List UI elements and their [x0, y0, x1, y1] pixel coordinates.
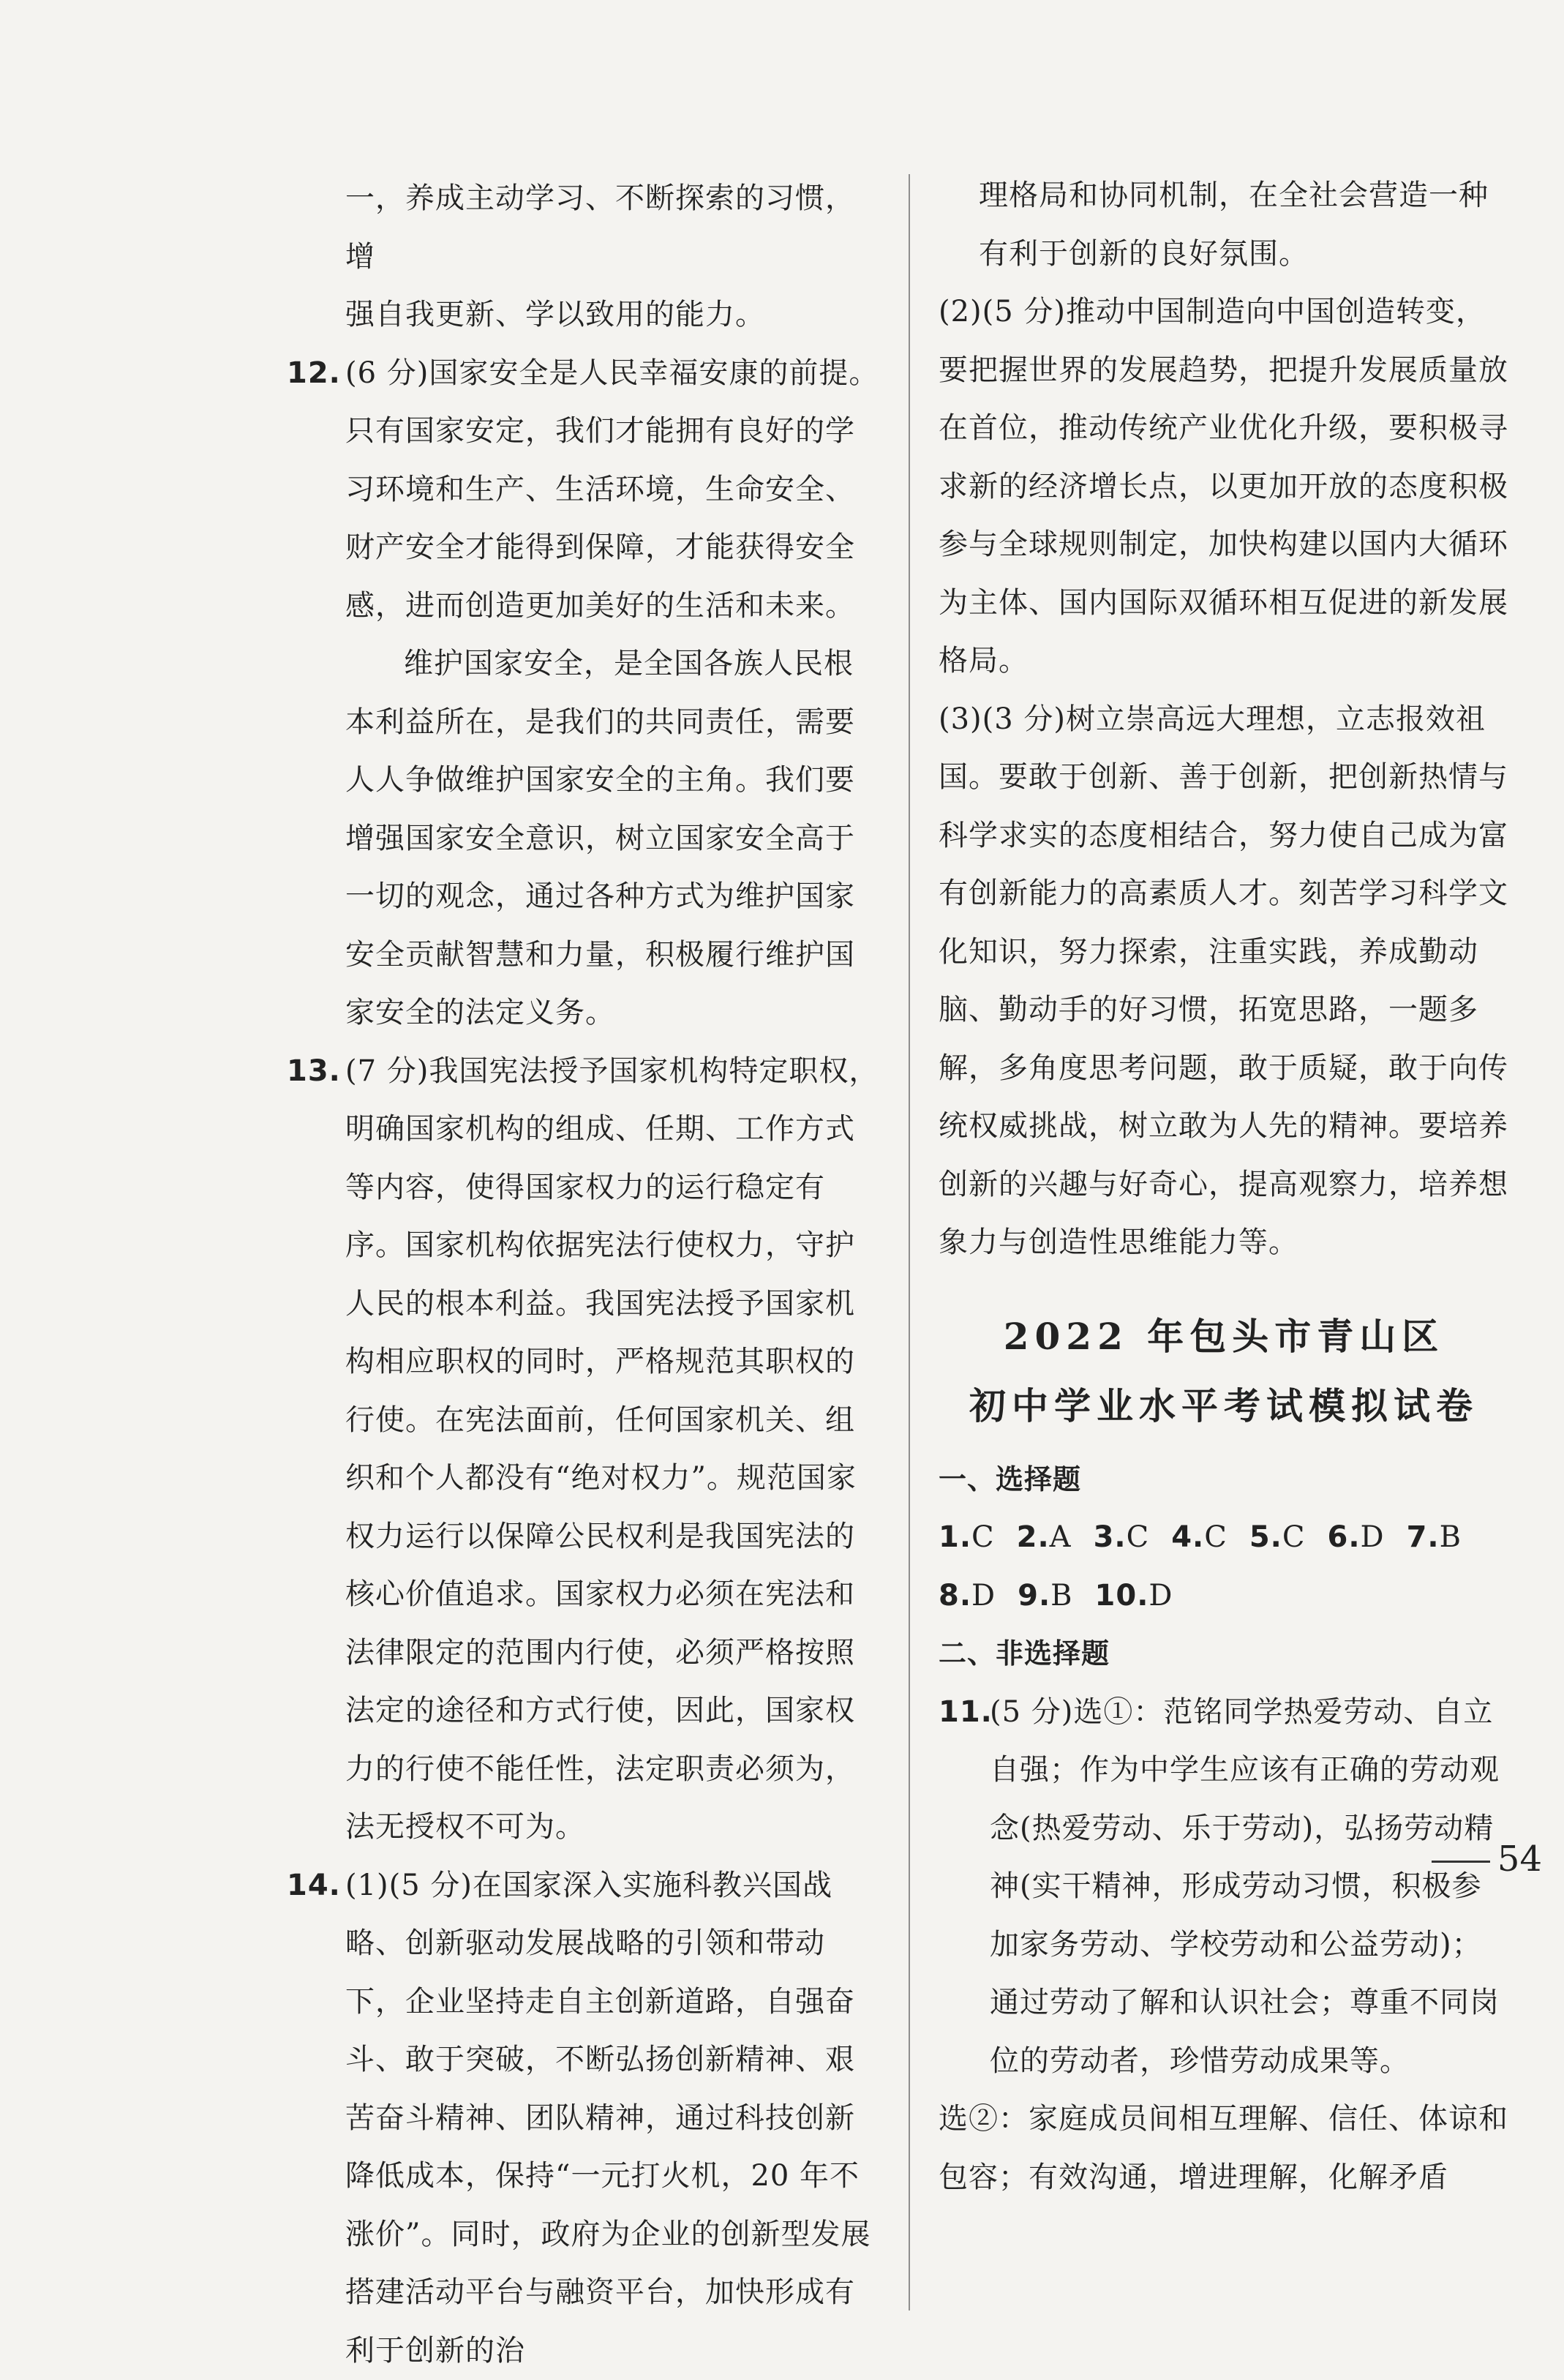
choice-answer-number: 2.	[1017, 1520, 1050, 1554]
choice-answer-number: 8.	[939, 1579, 971, 1613]
column-divider	[909, 174, 910, 2310]
choice-answer-value: D	[1148, 1579, 1173, 1613]
choice-answer-value: C	[971, 1520, 995, 1554]
choice-answer-number: 5.	[1249, 1520, 1282, 1554]
choice-answer-value: C	[1127, 1520, 1150, 1554]
section-heading-choice: 一、选择题	[939, 1451, 1509, 1509]
choice-answer-value: B	[1440, 1520, 1462, 1554]
choice-answer-item	[1249, 1520, 1306, 1554]
question-number: 11.	[939, 1683, 993, 1742]
choice-answer-item	[939, 1520, 995, 1554]
left-column	[287, 170, 879, 2380]
page-number: 54	[1432, 1839, 1542, 1880]
answer-paragraph: 维护国家安全，是全国各族人民根本利益所在，是我们的共同责任，需要人人争做维护国家安全的主角。我们要增强国家安全意识，树立国家安全高于一切的观念，通过各种方式为维护国家安全贡献智慧和力量，积极履行维护国家安全的法定义务。	[345, 635, 879, 1043]
choice-answer-item	[1407, 1520, 1462, 1554]
question-number: 12.	[287, 345, 341, 403]
answer-paragraph: (5 分)选①：范铭同学热爱劳动、自立自强；作为中学生应该有正确的劳动观念(热爱劳动、乐于劳动)，弘扬劳动精神(实干精神，形成劳动习惯，积极参加家务劳动、学校劳动和公益劳动)；通过劳动了解和认识社会；尊重不同岗位的劳动者，珍惜劳动成果等。	[990, 1683, 1509, 2091]
choice-answer-item	[939, 1579, 996, 1613]
choice-answer-value: B	[1050, 1579, 1072, 1613]
exam-title	[939, 1302, 1509, 1441]
choice-answer-item	[1094, 1520, 1150, 1554]
choice-answer-value: C	[1282, 1520, 1306, 1554]
section-heading-nonchoice: 二、非选择题	[939, 1625, 1509, 1683]
choice-answer-item	[1017, 1520, 1072, 1554]
choice-answer-number: 6.	[1327, 1520, 1360, 1554]
choice-answer-number: 1.	[939, 1520, 971, 1554]
question-number: 13.	[287, 1043, 341, 1101]
choice-answer-number: 4.	[1171, 1520, 1204, 1554]
answer-paragraph: (7 分)我国宪法授予国家机构特定职权，明确国家机构的组成、任期、工作方式等内容，使得国家权力的运行稳定有序。国家机构依据宪法行使权力，守护人民的根本利益。我国宪法授予国家机构相应职权的同时，严格规范其职权的行使。在宪法面前，任何国家机关、组织和个人都没有“绝对权力”。规范国家权力运行以保障公民权利是我国宪法的核心价值追求。国家权力必须在宪法和法律限定的范围内行使，必须严格按照法定的途径和方式行使，因此，国家权力的行使不能任性，法定职责必须为，法无授权不可为。	[345, 1043, 879, 1857]
question-13	[287, 1043, 879, 1857]
continued-text: 一，养成主动学习、不断探索的习惯，增	[287, 170, 879, 286]
choice-answer-item	[1327, 1520, 1384, 1554]
continued-text-2: 强自我更新、学以致用的能力。	[287, 286, 879, 345]
exam-title-line-1: 2022 年包头市青山区	[939, 1302, 1509, 1371]
answer-paragraph: (1)(5 分)在国家深入实施科教兴国战略、创新驱动发展战略的引领和带动下，企业坚持走自主创新道路，自强奋斗、敢于突破，不断弘扬创新精神、艰苦奋斗精神、团队精神，通过科技创新降低成本，保持“一元打火机，20 年不涨价”。同时，政府为企业的创新型发展搭建活动平台与融资平台，加快形成有利于创新的治	[345, 1857, 879, 2380]
choice-answers	[939, 1509, 1509, 1625]
choice-answer-item	[1095, 1579, 1173, 1613]
choice-answer-item	[1018, 1579, 1072, 1613]
question-12	[287, 345, 879, 1043]
question-number: 14.	[287, 1857, 341, 1915]
choice-answer-number: 10.	[1095, 1579, 1149, 1613]
exam-title-line-2: 初中学业水平考试模拟试卷	[939, 1371, 1509, 1441]
choice-answer-value: C	[1204, 1520, 1227, 1554]
answer-paragraph: (6 分)国家安全是人民幸福安康的前提。只有国家安定，我们才能拥有良好的学习环境和生产、生活环境，生命安全、财产安全才能得到保障，才能获得安全感，进而创造更加美好的生活和未来。	[345, 345, 879, 636]
choice-answer-item	[1171, 1520, 1227, 1554]
question-14	[287, 1857, 879, 2380]
right-column	[939, 167, 1509, 2207]
choice-answer-value: D	[1361, 1520, 1385, 1554]
continued-text: 理格局和协同机制，在全社会营造一种有利于创新的良好氛围。	[939, 167, 1509, 283]
choice-answer-value: D	[971, 1579, 996, 1613]
answer-paragraph: (2)(5 分)推动中国制造向中国创造转变，要把握世界的发展趋势，把提升发展质量放在首位，推动传统产业优化升级，要积极寻求新的经济增长点，以更加开放的态度积极参与全球规则制定，加快构建以国内大循环为主体、国内国际双循环相互促进的新发展格局。	[939, 283, 1509, 691]
choice-answer-number: 3.	[1094, 1520, 1127, 1554]
choice-answer-number: 7.	[1407, 1520, 1440, 1554]
choice-answer-number: 9.	[1018, 1579, 1050, 1613]
answer-paragraph: 选②：家庭成员间相互理解、信任、体谅和包容；有效沟通，增进理解，化解矛盾	[939, 2090, 1509, 2207]
choice-answer-value: A	[1050, 1520, 1072, 1554]
answer-paragraph: (3)(3 分)树立崇高远大理想，立志报效祖国。要敢于创新、善于创新，把创新热情与科学求实的态度相结合，努力使自己成为富有创新能力的高素质人才。刻苦学习科学文化知识，努力探索，注重实践，养成勤动脑、勤动手的好习惯，拓宽思路，一题多解，多角度思考问题，敢于质疑，敢于向传统权威挑战，树立敢为人先的精神。要培养创新的兴趣与好奇心，提高观察力，培养想象力与创造性思维能力等。	[939, 691, 1509, 1272]
question-11	[939, 1683, 1509, 2091]
